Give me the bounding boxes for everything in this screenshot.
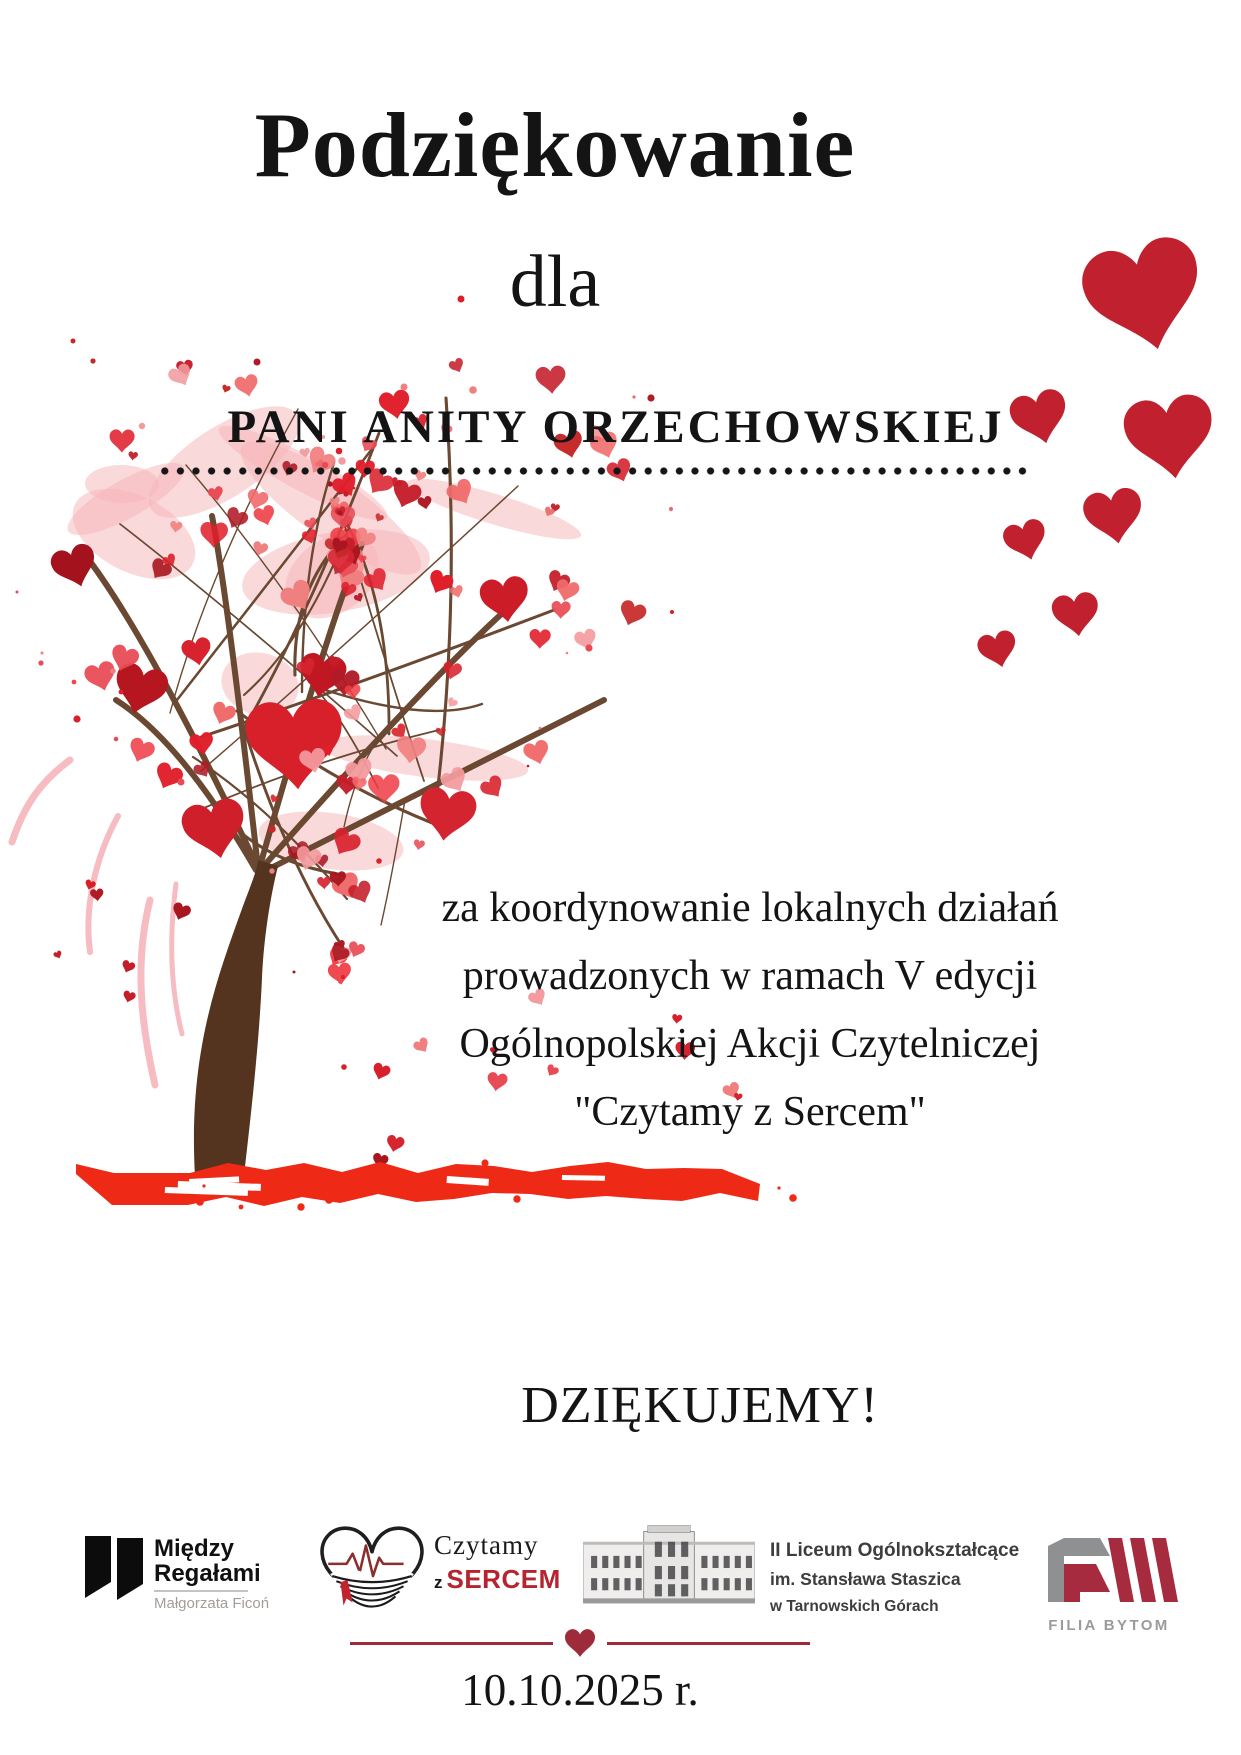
school-name-line2: im. Stansława Staszica <box>770 1569 961 1589</box>
heart-icon <box>478 575 532 626</box>
heart-icon <box>128 451 139 461</box>
splatter-dot <box>269 868 274 873</box>
splatter-dot <box>338 980 341 983</box>
splatter-dot <box>632 395 635 398</box>
mr-subtitle: Małgorzata Ficoń <box>154 1595 270 1612</box>
footer-divider <box>350 1629 810 1657</box>
heart-icon <box>417 495 433 510</box>
splatter-dot <box>114 737 119 742</box>
z-word: z <box>434 1573 443 1592</box>
splatter-dot <box>72 680 77 685</box>
tree-trunk <box>194 860 278 1192</box>
school-building-illustration <box>583 1524 755 1608</box>
heart-icon <box>368 774 400 804</box>
heart-icon <box>233 373 260 399</box>
heart-icon <box>435 727 446 738</box>
logo-bm-filia-bytom <box>1034 1532 1184 1634</box>
splatter-dot <box>254 359 261 366</box>
heart-icon <box>529 629 551 649</box>
heart-icon <box>370 1062 391 1083</box>
body-line: "Czytamy z Sercem" <box>574 1089 926 1135</box>
double-quote-flags-icon <box>85 1536 143 1602</box>
splatter-dot <box>566 652 569 655</box>
heart-icon <box>1000 517 1051 566</box>
ground-splash <box>76 1159 797 1210</box>
body-text <box>400 874 1100 1146</box>
splatter-dot <box>110 668 116 674</box>
heart-icon <box>125 736 156 766</box>
z-sercem-line <box>434 1564 561 1595</box>
heart-icon <box>83 659 120 694</box>
logo-miedzy-regalami <box>85 1536 269 1612</box>
dotted-underline <box>157 466 1034 476</box>
heart-icon <box>53 950 64 960</box>
splatter-dot <box>338 457 346 465</box>
school-name-line1: II Liceum Ogólnokształcące <box>770 1540 1020 1561</box>
page-title: Podziękowanie <box>254 94 856 196</box>
splatter-dot <box>343 491 348 496</box>
heart-icon <box>1076 231 1215 363</box>
splatter-dot <box>38 660 43 665</box>
heart-icon <box>1081 486 1147 549</box>
heart-icon <box>344 684 362 701</box>
splatter-dot <box>268 825 275 832</box>
recipient-name: PANI ANITY ORZECHOWSKIEJ <box>227 401 1005 453</box>
heart-icon <box>342 702 366 725</box>
heart-icon <box>109 429 134 453</box>
heart-icon <box>244 697 346 792</box>
splatter-dot <box>119 690 124 695</box>
logo-school-text <box>770 1540 1019 1616</box>
body-line: za koordynowanie lokalnych działań <box>441 885 1059 931</box>
splatter-dot <box>376 858 382 864</box>
splatter-dot <box>139 423 145 429</box>
sercem-word: SERCEM <box>446 1564 561 1594</box>
splatter-dot <box>469 386 477 394</box>
splatter-dot <box>539 727 542 730</box>
heart-icon <box>120 959 136 975</box>
body-line: prowadzonych w ramach V edycji <box>462 953 1038 999</box>
splatter-dot <box>73 715 80 722</box>
preposition-text: dla <box>509 241 601 323</box>
splatter-dot <box>353 487 356 490</box>
splatter-dot <box>16 591 19 594</box>
heart-icon <box>551 601 571 619</box>
splatter-dot <box>341 1064 347 1070</box>
splatter-dot <box>41 652 44 655</box>
mr-name-line1: Między <box>154 1535 235 1562</box>
heart-icon <box>535 365 567 395</box>
heart-icon <box>975 628 1020 671</box>
heart-icon <box>221 384 231 394</box>
heart-icon <box>1121 392 1219 485</box>
splatter-dot <box>527 765 530 768</box>
splatter-dot <box>670 610 674 614</box>
heart-icon <box>109 660 171 719</box>
splatter-dot <box>344 528 348 532</box>
splatter-dot <box>338 511 343 516</box>
splatter-dot <box>401 384 408 391</box>
heart-icon <box>208 700 237 728</box>
divider-line-right <box>607 1642 810 1645</box>
heart-icon <box>317 876 331 889</box>
splatter-dot <box>669 507 673 511</box>
splatter-dot <box>71 339 76 344</box>
heart-icon <box>151 760 186 794</box>
mr-divider-rule <box>154 1590 248 1592</box>
thanks-text: DZIĘKUJEMY! <box>521 1377 879 1434</box>
date-text: 10.10.2025 r. <box>461 1665 699 1715</box>
heart-icon <box>122 990 137 1004</box>
splatter-dot <box>90 358 95 363</box>
heart-icon <box>1050 591 1101 640</box>
splatter-dot <box>327 481 332 486</box>
splatter-dot <box>585 644 592 651</box>
divider-line-left <box>350 1642 553 1645</box>
heart-icon <box>565 1629 595 1657</box>
logo-czytamy-text <box>434 1530 561 1595</box>
heart-icon <box>448 357 467 375</box>
heart-icon <box>416 785 479 844</box>
czytamy-word: Czytamy <box>434 1530 539 1560</box>
splatter-dot <box>341 975 345 979</box>
heart-icon <box>616 598 649 629</box>
logo-miedzy-regalami-text <box>154 1536 269 1612</box>
body-line: Ogólnopolskiej Akcji Czytelniczej <box>459 1021 1041 1067</box>
bw-monogram-icon <box>1034 1532 1184 1610</box>
heart-icon <box>522 738 552 767</box>
splatter-dot <box>178 779 185 786</box>
splatter-dot <box>293 971 296 974</box>
bm-caption: FILIA BYTOM <box>1048 1617 1170 1634</box>
book-heart-ekg-icon <box>316 1520 428 1624</box>
school-name-line3: w Tarnowskich Górach <box>770 1598 939 1615</box>
mr-name-line2: Regałami <box>154 1560 261 1587</box>
heart-icon <box>413 839 426 851</box>
